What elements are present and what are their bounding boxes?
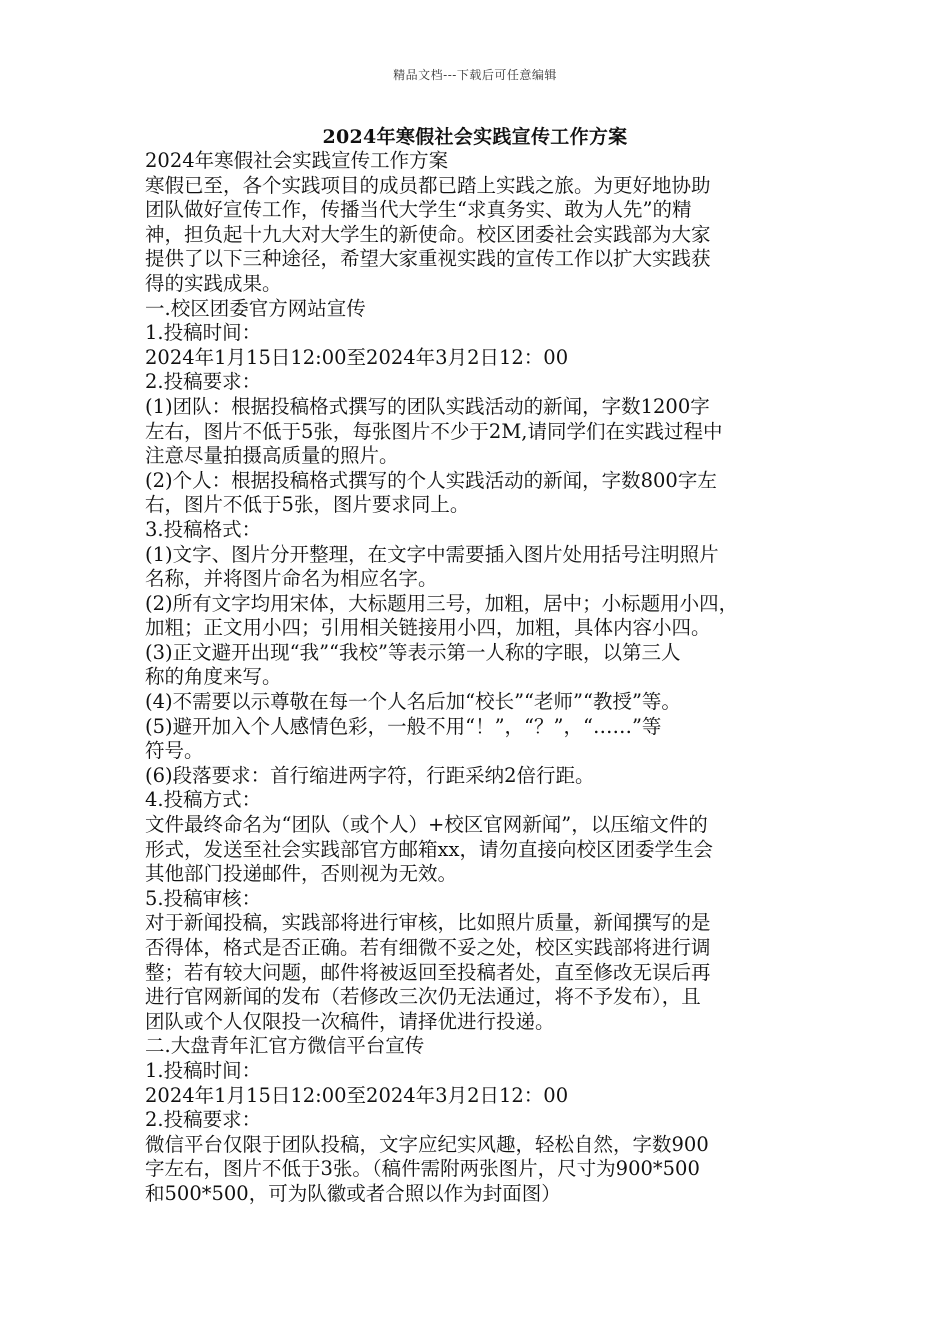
body-line: 和500*500，可为队徽或者合照以作为封面图） [145, 1181, 561, 1205]
body-line: 文件最终命名为“团队（或个人）+校区官网新闻”，以压缩文件的 [145, 813, 708, 837]
body-line: 名称，并将图片命名为相应名字。 [145, 567, 438, 591]
section-heading: 一.校区团委官方网站宣传 [145, 296, 366, 320]
body-line: (4)不需要以示尊敬在每一个人名后加“校长”“老师”“教授”等。 [145, 690, 681, 714]
body-line: 符号。 [145, 739, 204, 763]
body-line: (6)段落要求：首行缩进两字符，行距采纳2倍行距。 [145, 763, 595, 787]
body-line: 注意尽量拍摄高质量的照片。 [145, 444, 399, 468]
body-line: 进行官网新闻的发布（若修改三次仍无法通过，将不予发布），且 [145, 985, 701, 1009]
subsection-heading: 4.投稿方式： [145, 788, 262, 812]
body-line: 2024年1月15日12:00至2024年3月2日12：00 [145, 1083, 569, 1107]
body-line: (2)个人：根据投稿格式撰写的个人实践活动的新闻，字数800字左 [145, 468, 717, 492]
body-line: 微信平台仅限于团队投稿，文字应纪实风趣，轻松自然，字数900 [145, 1132, 709, 1156]
body-line: 得的实践成果。 [145, 271, 282, 295]
body-line: 称的角度来写。 [145, 665, 282, 689]
body-line: 对于新闻投稿，实践部将进行审核，比如照片质量，新闻撰写的是 [145, 911, 711, 935]
body-line: 整；若有较大问题，邮件将被返回至投稿者处，直至修改无误后再 [145, 960, 711, 984]
body-line: 神，担负起十九大对大学生的新使命。校区团委社会实践部为大家 [145, 222, 711, 246]
body-line: 团队做好宣传工作，传播当代大学生“求真务实、敢为人先”的精 [145, 198, 692, 222]
body-line: 提供了以下三种途径，希望大家重视实践的宣传工作以扩大实践获 [145, 247, 711, 271]
subsection-heading: 2.投稿要求： [145, 370, 262, 394]
body-line: 加粗；正文用小四；引用相关链接用小四，加粗，具体内容小四。 [145, 616, 711, 640]
subsection-heading: 3.投稿格式： [145, 517, 262, 541]
page-header-note: 精品文档---下载后可任意编辑 [393, 68, 557, 82]
subsection-heading: 2.投稿要求： [145, 1108, 262, 1132]
body-line: 左右，图片不低于5张，每张图片不少于2M,请同学们在实践过程中 [145, 419, 723, 443]
body-line: (2)所有文字均用宋体，大标题用三号，加粗，居中；小标题用小四， [145, 591, 739, 615]
body-line: 右，图片不低于5张，图片要求同上。 [145, 493, 470, 517]
body-line: 其他部门投递邮件，否则视为无效。 [145, 862, 458, 886]
body-line: 寒假已至，各个实践项目的成员都已踏上实践之旅。为更好地协助 [145, 173, 711, 197]
subsection-heading: 1.投稿时间： [145, 1058, 262, 1082]
subsection-heading: 1.投稿时间： [145, 321, 262, 345]
body-line: 2024年1月15日12:00至2024年3月2日12：00 [145, 345, 569, 369]
body-line: (1)团队：根据投稿格式撰写的团队实践活动的新闻，字数1200字 [145, 394, 710, 418]
document-title: 2024年寒假社会实践宣传工作方案 [322, 126, 628, 148]
body-line: (5)避开加入个人感情色彩，一般不用“！”，“？”，“……”等 [145, 714, 662, 738]
body-line: 字左右，图片不低于3张。（稿件需附两张图片，尺寸为900*500 [145, 1157, 700, 1181]
body-line: (3)正文避开出现“我”“我校”等表示第一人称的字眼，以第三人 [145, 640, 681, 664]
body-line: 否得体，格式是否正确。若有细微不妥之处，校区实践部将进行调 [145, 936, 711, 959]
section-heading: 二.大盘青年汇官方微信平台宣传 [145, 1034, 425, 1058]
body-line: (1)文字、图片分开整理，在文字中需要插入图片处用括号注明照片 [145, 542, 719, 566]
document-body [145, 149, 825, 1207]
subsection-heading: 5.投稿审核： [145, 886, 262, 910]
body-line: 2024年寒假社会实践宣传工作方案 [145, 149, 449, 172]
body-line: 形式，发送至社会实践部官方邮箱xx，请勿直接向校区团委学生会 [145, 837, 713, 861]
body-line: 团队或个人仅限投一次稿件，请择优进行投递。 [145, 1009, 555, 1033]
